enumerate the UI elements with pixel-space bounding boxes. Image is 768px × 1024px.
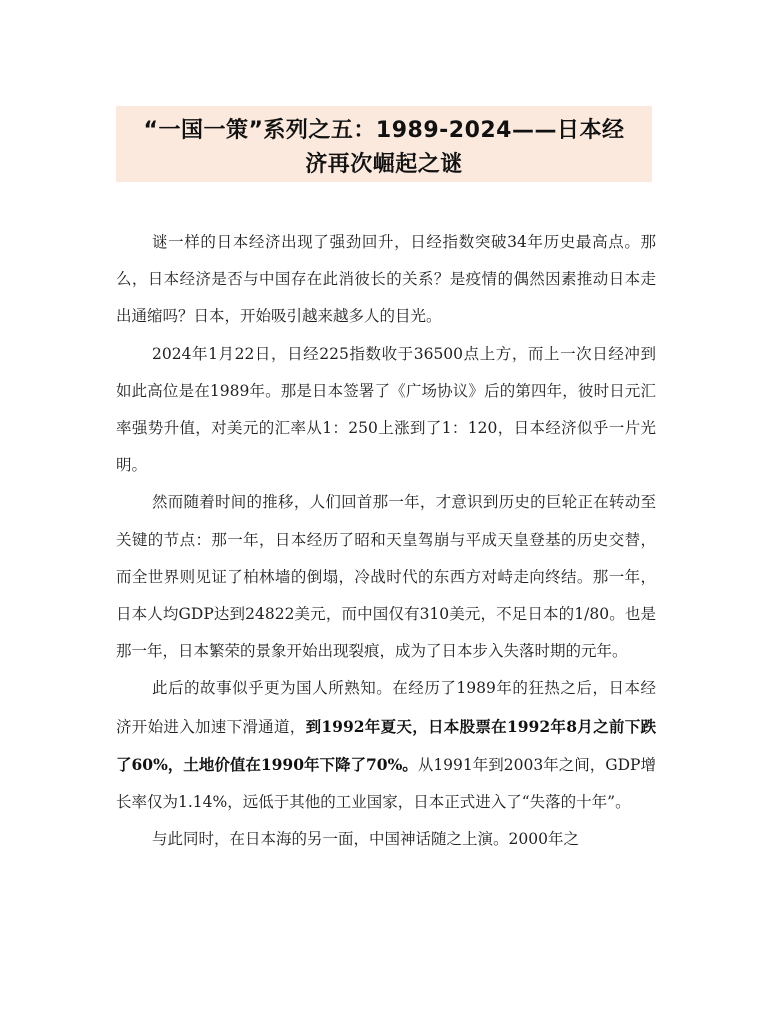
title-line-1: “一国一策”系列之五：1989-2024——日本经 [143, 118, 625, 143]
paragraph-1989-history: 然而随着时间的推移，人们回首那一年，才意识到历史的巨轮正在转动至关键的节点：那一年，日本经历了昭和天皇驾崩与平成天皇登基的历史交替，而全世界则见证了柏林墙的倒塌，冷战时代的东西方对峙走向终结。那一年，日本人均GDP达到24822美元，而中国仅有310美元，不足日本的1/80。也是那一年，日本繁荣的景象开始出现裂痕，成为了日本步入失落时期的元年。 [116, 493, 656, 661]
paragraph-china-rise: 与此同时，在日本海的另一面，中国神话随之上演。2000年之 [152, 830, 579, 849]
lost-decade-pre-text: 此后的故事似乎更为国人所熟知。在经历了1989年的狂热之后，日本经济开始进入加速下滑通道， [116, 679, 656, 736]
paragraph-2024-index: 2024年1月22日，日经225指数收于36500点上方，而上一次日经冲到如此高位是在1989年。那是日本签署了《广场协议》后的第四年，彼时日元汇率强势升值，对美元的汇率从1：250上涨到了1：120，日本经济似乎一片光明。 [116, 344, 656, 475]
title-line-2: 济再次崛起之谜 [305, 152, 463, 177]
paragraph-intro: 谜一样的日本经济出现了强劲回升，日经指数突破34年历史最高点。那么，日本经济是否与中国存在此消彼长的关系？是疫情的偶然因素推动日本走出通缩吗？日本，开始吸引越来越多人的目光。 [116, 233, 656, 326]
lost-decade-bold-text: 到1992年夏天，日本股票在1992年8月之前下跌了60%，土地价值在1990年下降了70%。 [116, 716, 656, 774]
paragraph-lost-decade [116, 670, 656, 821]
title-banner [116, 106, 652, 182]
article-body [116, 224, 656, 858]
lost-decade-post-text: 从1991年到2003年之间，GDP增长率仅为1.14%，远低于其他的工业国家，日本正式进入了“失落的十年”。 [116, 755, 656, 812]
